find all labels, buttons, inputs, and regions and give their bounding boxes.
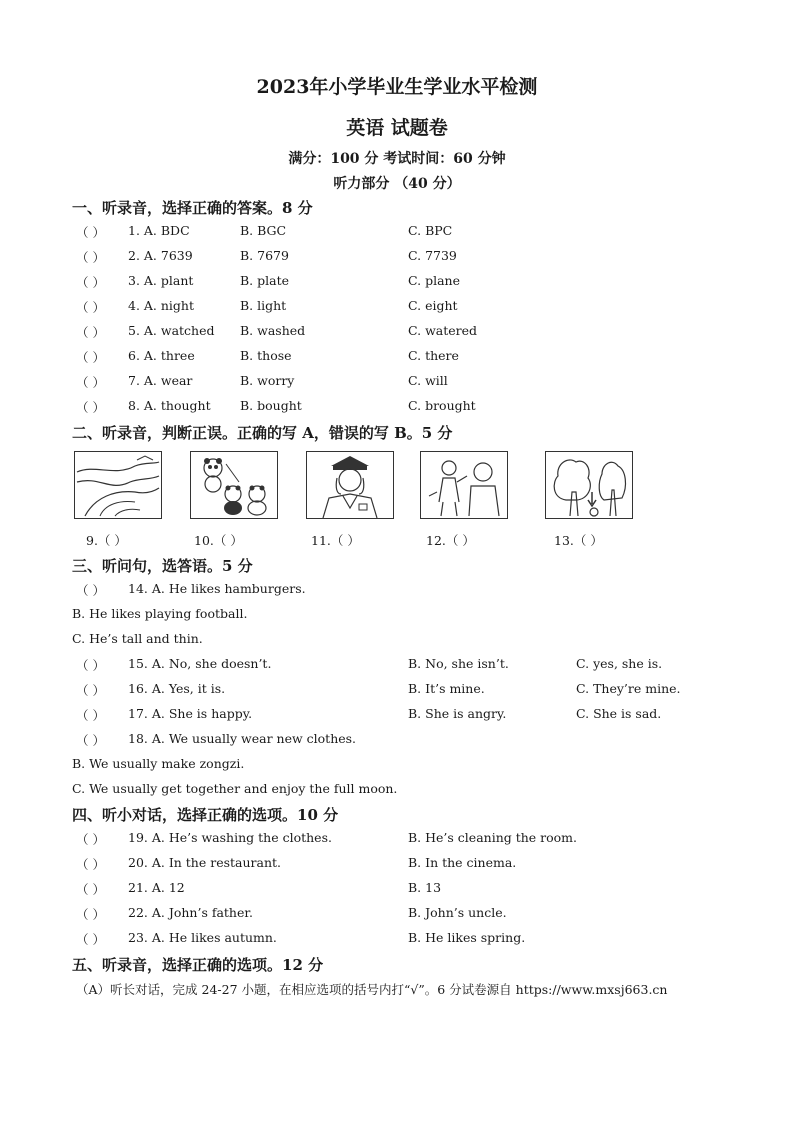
option-a: 22. A. John’s father. [128, 905, 253, 920]
q9-answer[interactable]: 9.（ ） [86, 533, 127, 548]
option-a: 8. A. thought [128, 398, 211, 413]
pandas-icon [190, 451, 278, 519]
option-c: C. BPC [408, 223, 453, 238]
option-b: B. 7679 [240, 248, 289, 263]
option-a: 21. A. 12 [128, 880, 185, 895]
answer-paren[interactable]: （ ） [76, 250, 105, 265]
answer-paren[interactable]: （ ） [76, 683, 105, 698]
option-b: B. those [240, 348, 292, 363]
option-a: 15. A. No, she doesn’t. [128, 656, 272, 671]
answer-paren[interactable]: （ ） [76, 350, 105, 365]
option-c: C. yes, she is. [576, 656, 663, 671]
q14-option-c: C. He’s tall and thin. [72, 631, 203, 646]
section5-instruction: （A）听长对话，完成 24-27 小题，在相应选项的括号内打“√”。6 分试卷源自 https://www.mxsj663.cn [76, 982, 668, 997]
answer-paren[interactable]: （ ） [76, 658, 105, 673]
option-b: B. In the cinema. [408, 855, 517, 870]
option-a: 20. A. In the restaurant. [128, 855, 282, 870]
q18-option-c: C. We usually get together and enjoy the full moon. [72, 781, 398, 796]
option-a: 23. A. He likes autumn. [128, 930, 277, 945]
option-b: B. BGC [240, 223, 287, 238]
answer-paren[interactable]: （ ） [76, 708, 105, 723]
option-c: C. will [408, 373, 448, 388]
section1-heading: 一、听录音，选择正确的答案。8 分 [72, 199, 313, 217]
section3-heading: 三、听问句，选答语。5 分 [72, 557, 253, 575]
answer-paren[interactable]: （ ） [76, 907, 105, 922]
option-c: C. 7739 [408, 248, 457, 263]
section5-heading: 五、听录音，选择正确的选项。12 分 [72, 956, 324, 974]
answer-paren[interactable]: （ ） [76, 583, 105, 598]
option-c: C. there [408, 348, 459, 363]
answer-paren[interactable]: （ ） [76, 857, 105, 872]
option-c: C. brought [408, 398, 476, 413]
option-a: 16. A. Yes, it is. [128, 681, 226, 696]
option-a: 3. A. plant [128, 273, 194, 288]
answer-paren[interactable]: （ ） [76, 832, 105, 847]
option-b: B. He likes spring. [408, 930, 526, 945]
answer-paren[interactable]: （ ） [76, 325, 105, 340]
q14-option-b: B. He likes playing football. [72, 606, 248, 621]
option-b: B. No, she isn’t. [408, 656, 509, 671]
option-c: C. She is sad. [576, 706, 662, 721]
answer-paren[interactable]: （ ） [76, 733, 105, 748]
option-c: C. eight [408, 298, 458, 313]
q10-answer[interactable]: 10.（ ） [194, 533, 243, 548]
option-a: 17. A. She is happy. [128, 706, 253, 721]
q11-answer[interactable]: 11.（ ） [311, 533, 360, 548]
answer-paren[interactable]: （ ） [76, 400, 105, 415]
answer-paren[interactable]: （ ） [76, 932, 105, 947]
trees-icon [545, 451, 633, 519]
option-b: B. worry [240, 373, 295, 388]
q13-answer[interactable]: 13.（ ） [554, 533, 603, 548]
option-b: B. light [240, 298, 287, 313]
answer-paren[interactable]: （ ） [76, 375, 105, 390]
option-b: B. She is angry. [408, 706, 507, 721]
option-a: 4. A. night [128, 298, 194, 313]
option-b: B. bought [240, 398, 302, 413]
option-b: B. 13 [408, 880, 442, 895]
section4-heading: 四、听小对话，选择正确的选项。10 分 [72, 806, 339, 824]
option-a: 2. A. 7639 [128, 248, 193, 263]
answer-paren[interactable]: （ ） [76, 225, 105, 240]
option-a: 5. A. watched [128, 323, 215, 338]
option-b: B. John’s uncle. [408, 905, 507, 920]
exam-meta: 满分：100 分 考试时间：60 分钟 [288, 151, 506, 167]
option-b: B. plate [240, 273, 290, 288]
option-a: 19. A. He’s washing the clothes. [128, 830, 332, 845]
option-a: 1. A. BDC [128, 223, 190, 238]
option-c: C. They’re mine. [576, 681, 681, 696]
exam-subtitle: 英语 试题卷 [346, 117, 448, 139]
option-c: C. plane [408, 273, 460, 288]
option-b: B. washed [240, 323, 306, 338]
option-a: 14. A. He likes hamburgers. [128, 581, 306, 596]
river-landscape-icon [74, 451, 162, 519]
option-c: C. watered [408, 323, 478, 338]
q12-answer[interactable]: 12.（ ） [426, 533, 475, 548]
option-b: B. It’s mine. [408, 681, 485, 696]
q18-option-b: B. We usually make zongzi. [72, 756, 245, 771]
police-officer-icon [306, 451, 394, 519]
people-talking-icon [420, 451, 508, 519]
exam-title: 2023年小学毕业生学业水平检测 [256, 76, 538, 98]
option-a: 6. A. three [128, 348, 195, 363]
listening-part-label: 听力部分 （40 分） [333, 176, 461, 192]
section2-heading: 二、听录音，判断正误。正确的写 A，错误的写 B。5 分 [72, 424, 453, 442]
option-a: 7. A. wear [128, 373, 193, 388]
option-a: 18. A. We usually wear new clothes. [128, 731, 357, 746]
answer-paren[interactable]: （ ） [76, 300, 105, 315]
option-b: B. He’s cleaning the room. [408, 830, 578, 845]
answer-paren[interactable]: （ ） [76, 275, 105, 290]
answer-paren[interactable]: （ ） [76, 882, 105, 897]
